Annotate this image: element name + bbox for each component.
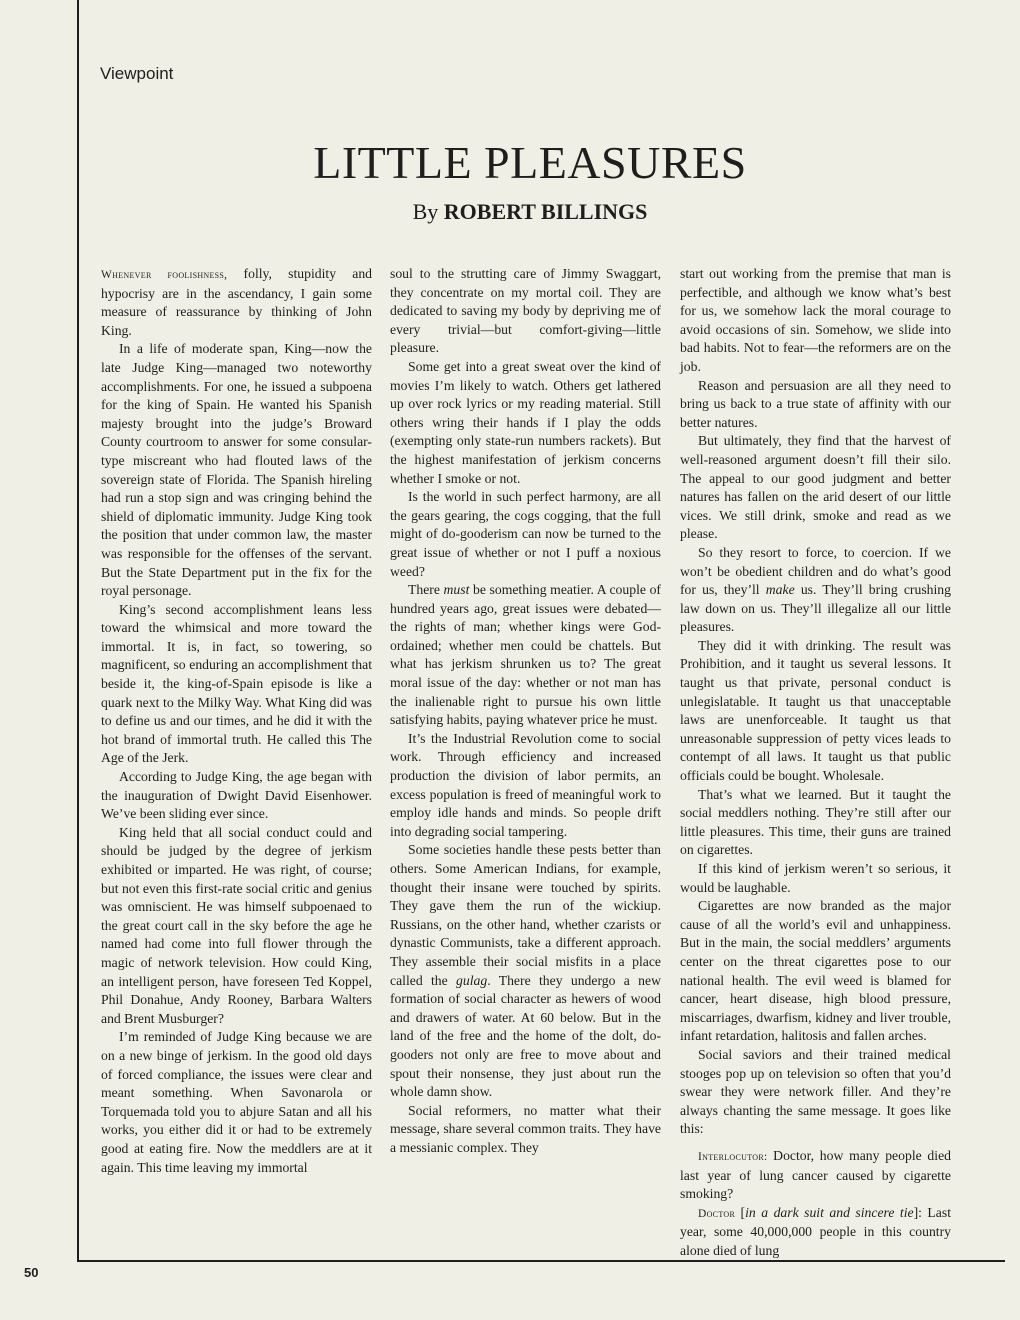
paragraph-text: So they resort to force, to coercion. If we won’t be obedient children and do what’s good for us, they’ll — [680, 544, 951, 598]
paragraph-text: . There they undergo a new formation of social character as hewers of wood and drawers of water. At 60 below. But in the land of the free and the home of the dolt, do-gooders not only are free to move about and spout their nonsense, they just about run the whole damn show. — [390, 972, 661, 1100]
paragraph: Reason and persuasion are all they need to bring us back to a true state of affinity with our better natures. — [680, 377, 951, 430]
stage-direction: in a dark suit and sincere tie — [745, 1204, 914, 1220]
paragraph: soul to the strutting care of Jimmy Swaggart, they concentrate on my mortal coil. They are dedicated to saving my body by depriving me of every trivial—but comfort-giving—little pleasure. — [390, 266, 661, 356]
byline-prefix: By — [412, 199, 439, 224]
paragraph: According to Judge King, the age began with the inauguration of Dwight David Eisenhower. We’ve been sliding ever since. — [101, 769, 372, 822]
paragraph: start out working from the premise that man is perfectible, and although we know what’s best for us, we somehow lack the moral courage to avoid occasions of sin. Somehow, we slide into bad habits. Not to fear—the reformers are on the job. — [680, 266, 951, 374]
paragraph: Cigarettes are now branded as the major cause of all the world’s evil and unhappiness. But in the main, the social meddlers’ arguments center on the threat cigarettes pose to our national health. The evil weed is blamed for cancer, heart disease, high blood pressure, miscarriages, dwarfism, kidney and liver trouble, infant retardation, halitosis and fallen arches. — [680, 898, 951, 1044]
lead-in-smallcaps: Whenever foolishness, — [101, 269, 228, 281]
paragraph: In a life of moderate span, King—now the late Judge King—managed two noteworthy accomplishments. For one, he issued a subpoena for the king of Spain. He wanted his Spanish majesty brought into the judge’s Broward County courtroom to answer for some consular-type miscreant who had flouted laws of the sovereign state of Florida. The Spanish hireling had run a stop sign and was cringing behind the shield of diplomatic immunity. Judge King took the position that under common law, the master was responsible for the offenses of the servant. But the State Department put in the fix for the royal personage. — [101, 341, 372, 599]
dialogue-line — [680, 1147, 951, 1204]
dialogue-line — [680, 1204, 951, 1261]
emphasis: make — [765, 582, 795, 598]
paragraph: Is the world in such perfect harmony, are all the gears gearing, the cogs cogging, that the full might of do-gooderism can now be turned to the great issue of whether or not I puff a noxious weed? — [390, 489, 661, 579]
paragraph: Social reformers, no matter what their message, share several common traits. They have a messianic complex. They — [390, 1102, 661, 1155]
paragraph: They did it with drinking. The result was Prohibition, and it taught us several lessons. It taught us that private, personal conduct is unlegislatable. It taught us that unacceptable laws are unenforceable. It taught us that unreasonable suppression of petty vices leads to contempt of all laws. It taught us that public officials could be bought. Wholesale. — [680, 637, 951, 784]
dialogue-text: [ — [735, 1204, 746, 1220]
emphasis: must — [443, 582, 470, 598]
speaker-label: Doctor — [698, 1207, 736, 1220]
paragraph-text: folly, stupidity and hypocrisy are in the ascendancy, I gain some measure of reassurance by thinking of John King. — [101, 266, 373, 338]
author-name: ROBERT BILLINGS — [443, 199, 648, 224]
paragraph: It’s the Industrial Revolution come to social work. Through efficiency and increased production the division of labor permits, an excess population is freed of meaningful work to employ idle hands and minds. So people drift into degrading social tampering. — [390, 730, 661, 839]
paragraph — [101, 265, 372, 340]
dialogue-text: Doctor, how many people died last year of lung cancer caused by cigarette smoking? — [680, 1147, 951, 1202]
paragraph: But ultimately, they find that the harvest of well-reasoned argument doesn’t fill their silo. The appeal to our good judgment and better natures has fallen on the arid desert of our little vices. We still drink, smoke and read as we please. — [680, 433, 951, 542]
paragraph-text: us. They’ll bring crushing law down on us. They’ll illegalize all our little pleasures. — [680, 582, 951, 635]
paragraph: If this kind of jerkism weren’t so serious, it would be laughable. — [680, 861, 951, 895]
page-frame-left-rule — [77, 0, 79, 1262]
emphasis: gulag — [456, 972, 488, 988]
paragraph — [390, 841, 661, 1101]
section-label: Viewpoint — [100, 64, 174, 83]
paragraph — [390, 581, 661, 730]
article-title: LITTLE PLEASURES — [313, 137, 747, 188]
article-column-3 — [680, 265, 951, 1260]
byline — [0, 201, 1020, 223]
paragraph: Some get into a great sweat over the kind of movies I’m likely to watch. Others get lathered up over rock lyrics or my reading material. Still others wring their hands if I play the odds (exempting only state-run numbers rackets). But the highest manifestation of jerkism concerns whether I smoke or not. — [390, 358, 661, 486]
paragraph: Social saviors and their trained medical stooges pop up on television so often that you’d swear they were network filler. And they’re always chanting the same message. It goes like this: — [680, 1046, 951, 1137]
page-number: 50 — [24, 1265, 39, 1280]
paragraph-text: There — [408, 582, 444, 598]
article-column-1 — [101, 265, 372, 1177]
paragraph: King’s second accomplishment leans less toward the whimsical and more toward the immortal. It is, in fact, so towering, so magnificent, so enduring an accomplishment that beside it, the king-of-Spain episode is like a quark next to the Milky Way. What King did was to define us and our times, and he did it with the hot brand of immortal truth. He called this The Age of the Jerk. — [101, 601, 372, 766]
dialogue-text: ]: Last year, some 40,000,000 people in this country alone died of lung — [680, 1204, 951, 1258]
paragraph — [680, 544, 951, 637]
paragraph: King held that all social conduct could and should be judged by the degree of jerkism exhibited or imparted. He was right, of course; but not even this first-rate social critic and genius was omniscient. He was himself subpoenaed to the great court call in the sky before the age he named had come into full flower through the magic of network television. How could King, an intelligent person, have foreseen Ted Koppel, Phil Donahue, Andy Rooney, Barbara Walters and Brent Musburger? — [101, 824, 372, 1026]
article-column-2 — [390, 265, 661, 1158]
paragraph: I’m reminded of Judge King because we are on a new binge of jerkism. In the good old days of forced compliance, the issues were clear and meant something. When Savonarola or Torquemada told you to abjure Satan and all his works, you either did it or had to be extremely good at eating fire. Now the meddlers are at it again. This time leaving my immortal — [101, 1029, 372, 1175]
paragraph: That’s what we learned. But it taught the social meddlers nothing. They’re still after our little pleasures. This time, their guns are trained on cigarettes. — [680, 786, 951, 858]
speaker-label: Interlocutor: — [698, 1150, 768, 1163]
paragraph-text: Some societies handle these pests better than others. Some American Indians, for example, thought their insane were touched by spirits. They gave them the run of the wickiup. Russians, on the other hand, whether czarists or dynastic Communists, take a different approach. They assemble their social misfits in a place called the — [390, 842, 661, 988]
paragraph-text: be something meatier. A couple of hundred years ago, great issues were debated—the rights of man; whether kings were God-ordained; whether men could be chattels. But what has jerkism shrunken us to? The great moral issue of the day: whether or not man has the inalienable right to pursue his own little satisfying habits, paying whatever price he must. — [390, 582, 661, 728]
